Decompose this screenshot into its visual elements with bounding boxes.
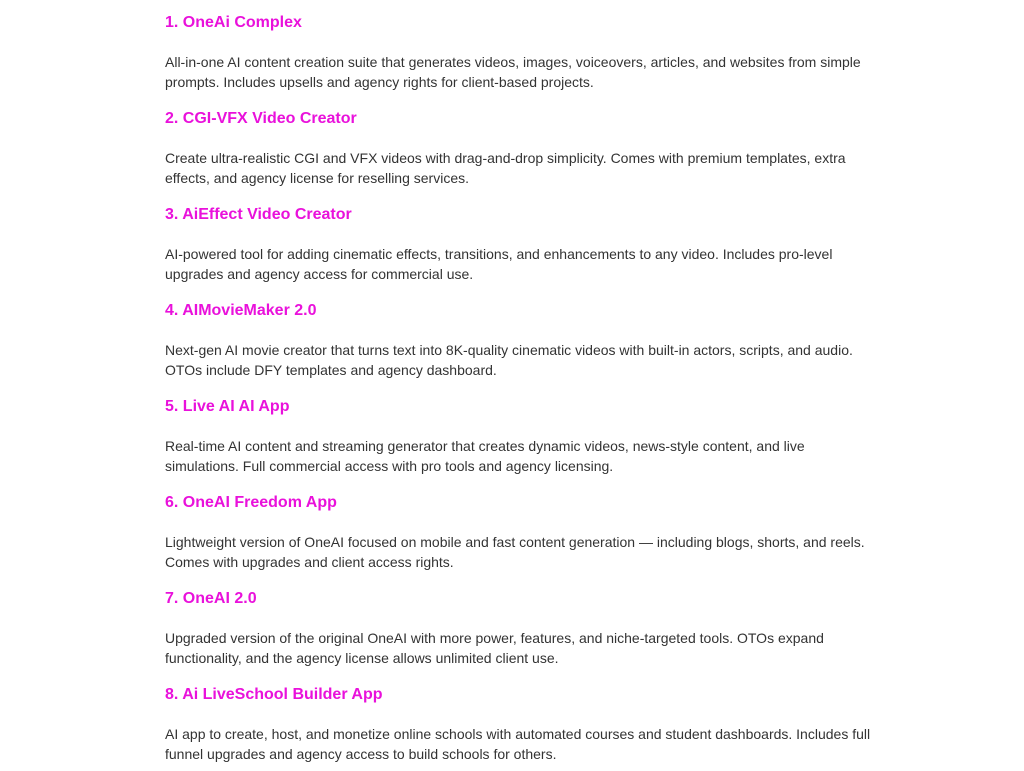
product-section [165, 685, 877, 764]
section-heading: 1. OneAi Complex [165, 14, 302, 31]
section-heading: 8. Ai LiveSchool Builder App [165, 686, 383, 703]
section-paragraph: Lightweight version of OneAI focused on mobile and fast content generation — including blogs, shorts, and reels. Comes with upgrades and client access rights. [165, 534, 865, 570]
section-paragraph: All-in-one AI content creation suite that generates videos, images, voiceovers, articles, and websites from simple prompts. Includes upsells and agency rights for client-based projects. [165, 54, 861, 90]
product-section [165, 589, 877, 668]
product-section [165, 205, 877, 284]
section-heading: 6. OneAI Freedom App [165, 494, 337, 511]
product-section [165, 493, 877, 572]
section-heading: 4. AIMovieMaker 2.0 [165, 302, 317, 319]
section-paragraph: AI-powered tool for adding cinematic effects, transitions, and enhancements to any video. Includes pro-level upgrades and agency access for commercial use. [165, 246, 833, 282]
section-paragraph: Next-gen AI movie creator that turns text into 8K-quality cinematic videos with built-in actors, scripts, and audio. OTOs include DFY templates and agency dashboard. [165, 342, 853, 378]
section-heading: 7. OneAI 2.0 [165, 590, 257, 607]
section-paragraph: Real-time AI content and streaming generator that creates dynamic videos, news-style content, and live simulations. Full commercial access with pro tools and agency licensing. [165, 438, 805, 474]
product-section [165, 397, 877, 476]
section-paragraph: Upgraded version of the original OneAI with more power, features, and niche-targeted tools. OTOs expand functionality, and the agency license allows unlimited client use. [165, 630, 824, 666]
section-heading: 3. AiEffect Video Creator [165, 206, 352, 223]
section-paragraph: Create ultra-realistic CGI and VFX videos with drag-and-drop simplicity. Comes with premium templates, extra effects, and agency license for reselling services. [165, 150, 846, 186]
section-heading: 2. CGI-VFX Video Creator [165, 110, 357, 127]
product-section [165, 301, 877, 380]
product-section [165, 13, 877, 92]
product-section [165, 109, 877, 188]
section-heading: 5. Live AI AI App [165, 398, 290, 415]
section-paragraph: AI app to create, host, and monetize online schools with automated courses and student dashboards. Includes full funnel upgrades and agency access to build schools for others. [165, 726, 871, 762]
